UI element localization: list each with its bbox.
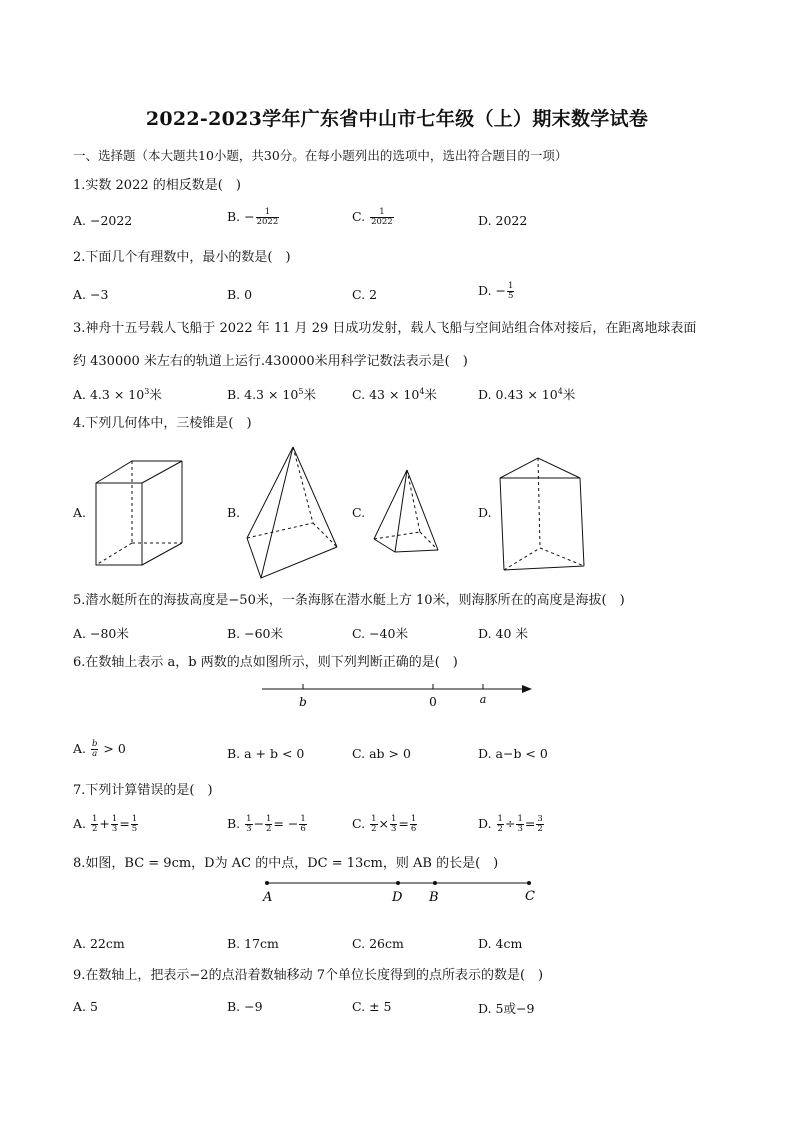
fraction: [370, 208, 394, 227]
denominator: 3: [517, 824, 523, 834]
q3-option-a[interactable]: [73, 385, 162, 403]
square-pyramid-figure: [243, 443, 343, 583]
exam-title: 2022-2023学年广东省中山市七年级（上）期末数学试卷: [145, 108, 649, 130]
question-4-stem: 4.下列几何体中，三棱锥是( ): [73, 416, 252, 431]
numerator: 1: [300, 814, 306, 824]
q9-option-d[interactable]: D. 5或−9: [478, 1001, 535, 1016]
numerator: 3: [537, 814, 543, 824]
fraction: [536, 815, 543, 834]
q5-option-d[interactable]: D. 40 米: [478, 626, 528, 641]
q5-option-a[interactable]: A. −80米: [73, 626, 129, 641]
fraction: [91, 815, 98, 834]
numerator: 1: [410, 814, 417, 824]
equals-sign: = −: [273, 816, 299, 831]
denominator: 3: [390, 824, 397, 834]
denominator: 2: [91, 824, 98, 834]
question-9-stem: 9.在数轴上，把表示−2的点沿着数轴移动 7个单位长度得到的点所表示的数是( ): [73, 968, 544, 983]
numerator: 1: [246, 814, 252, 824]
q1-option-a[interactable]: A. −2022: [73, 213, 133, 228]
numerator: 1: [371, 814, 377, 824]
axis-label-b: b: [299, 695, 307, 709]
q8-option-b[interactable]: B. 17cm: [227, 936, 279, 951]
unit: 米: [424, 387, 437, 402]
cube-figure: [90, 455, 190, 570]
operator: −: [253, 816, 265, 831]
unit: 米: [149, 387, 162, 402]
denominator: 2: [497, 824, 503, 834]
fraction: [507, 282, 514, 301]
q8-option-d[interactable]: D. 4cm: [478, 936, 523, 951]
numerator: 1: [390, 814, 397, 824]
q4-option-c-label[interactable]: C.: [352, 505, 366, 520]
triangular-pyramid-figure: [370, 466, 442, 556]
numerator: 1: [111, 814, 118, 824]
operator: ÷: [504, 816, 516, 831]
fraction: [410, 815, 417, 834]
equals-sign: =: [524, 816, 536, 831]
q6-option-d[interactable]: D. a−b < 0: [478, 746, 548, 761]
unit: 米: [303, 387, 316, 402]
numerator: 1: [508, 281, 514, 291]
axis-label-zero: 0: [429, 695, 437, 709]
option-label: D. −: [478, 283, 506, 298]
fraction: [299, 815, 306, 834]
option-text: D. 0.43 × 10: [478, 387, 558, 402]
q6-option-a[interactable]: [73, 740, 126, 759]
exponent: 3: [144, 386, 150, 396]
option-label: C.: [352, 816, 370, 831]
operator: ×: [378, 816, 389, 831]
fraction: [390, 815, 397, 834]
exponent: 5: [298, 386, 304, 396]
fraction: [91, 740, 98, 759]
denominator: 6: [300, 824, 306, 834]
option-label: C.: [352, 209, 370, 224]
denominator: 2: [266, 824, 272, 834]
q7-option-d[interactable]: [478, 815, 545, 834]
option-label: A.: [73, 741, 90, 756]
q6-option-b[interactable]: B. a + b < 0: [227, 746, 305, 761]
question-3-stem-line-1: 3.神舟十五号载人飞船于 2022 年 11 月 29 日成功发射，载人飞船与空间站组合体对接后，在距离地球表面: [73, 321, 697, 336]
option-text: B. 4.3 × 10: [227, 387, 299, 402]
option-label: A.: [73, 816, 90, 831]
q9-option-b[interactable]: B. −9: [227, 999, 263, 1014]
q5-option-b[interactable]: B. −60米: [227, 626, 284, 641]
numerator: 1: [91, 814, 98, 824]
question-5-stem: 5.潜水艇所在的海拔高度是−50米，一条海豚在潜水艇上方 10米，则海豚所在的高度是海拔( ): [73, 593, 625, 608]
point-label-b: B: [429, 890, 439, 905]
denominator: 2: [537, 824, 543, 834]
unit: 米: [562, 387, 576, 402]
numerator: b: [91, 739, 98, 749]
q2-option-c[interactable]: C. 2: [352, 287, 378, 302]
denominator: 6: [410, 824, 417, 834]
q9-option-a[interactable]: A. 5: [73, 999, 98, 1014]
q3-option-b[interactable]: [227, 385, 316, 403]
fraction: [497, 815, 504, 834]
triangular-prism-figure: [496, 454, 588, 572]
q3-option-c[interactable]: [352, 385, 437, 403]
operator: +: [99, 816, 110, 831]
point-label-c: C: [525, 889, 535, 904]
option-label: B.: [227, 816, 245, 831]
axis-label-a: a: [479, 693, 487, 706]
question-6-stem: 6.在数轴上表示 a，b 两数的点如图所示，则下列判断正确的是( ): [73, 655, 458, 670]
equals-sign: =: [398, 816, 409, 831]
q6-option-c[interactable]: C. ab > 0: [352, 746, 411, 761]
q2-option-d[interactable]: [478, 282, 515, 301]
denominator: 5: [508, 291, 514, 301]
denominator: 3: [246, 824, 252, 834]
q7-option-a[interactable]: [73, 815, 139, 834]
option-label: B. −: [227, 209, 255, 224]
question-8-stem: 8.如图，BC = 9cm，D为 AC 的中点，DC = 13cm，则 AB 的长是( ): [73, 856, 499, 871]
fraction: [256, 208, 280, 227]
q8-option-a[interactable]: A. 22cm: [73, 936, 125, 951]
fraction: [245, 815, 252, 834]
denominator: 2022: [256, 217, 279, 227]
option-text: A. 4.3 × 10: [73, 387, 145, 402]
fraction: [265, 815, 272, 834]
option-text: > 0: [99, 741, 126, 756]
section-heading: 一、选择题（本大题共10小题，共30分。在每小题列出的选项中，选出符合题目的一项）: [73, 148, 568, 163]
option-label: D.: [478, 816, 496, 831]
denominator: 3: [111, 824, 118, 834]
point-label-d: D: [392, 890, 403, 905]
line-segment-figure: [255, 875, 545, 909]
q5-option-c[interactable]: C. −40米: [352, 626, 408, 641]
q4-option-d-label[interactable]: D.: [478, 505, 492, 520]
q3-option-d[interactable]: [478, 385, 575, 403]
q4-option-a-label[interactable]: A.: [73, 505, 87, 520]
question-7-stem: 7.下列计算错误的是( ): [73, 783, 213, 798]
q2-option-a[interactable]: A. −3: [73, 287, 109, 302]
exponent: 4: [419, 386, 425, 396]
q9-option-c[interactable]: C. ± 5: [352, 999, 392, 1014]
numerator: 1: [131, 814, 138, 824]
q1-option-c[interactable]: [352, 208, 395, 227]
numerator: 1: [497, 814, 503, 824]
fraction: [516, 815, 523, 834]
option-text: C. 43 × 10: [352, 387, 420, 402]
numerator: 1: [264, 207, 271, 217]
denominator: 5: [131, 824, 138, 834]
point-label-a: A: [263, 890, 273, 905]
q1-option-b[interactable]: [227, 208, 280, 227]
numerator: 1: [379, 207, 385, 217]
question-1-stem: 1.实数 2022 的相反数是( ): [73, 178, 241, 193]
q4-option-b-label[interactable]: B.: [227, 505, 241, 520]
equals-sign: =: [119, 816, 130, 831]
q7-option-b[interactable]: [227, 815, 308, 834]
numerator: 1: [517, 814, 523, 824]
q7-option-c[interactable]: [352, 815, 418, 834]
exponent: 4: [557, 386, 563, 396]
q2-option-b[interactable]: B. 0: [227, 287, 253, 302]
fraction: [111, 815, 118, 834]
q1-option-d[interactable]: D. 2022: [478, 213, 528, 228]
denominator: 2: [371, 824, 377, 834]
fraction: [131, 815, 138, 834]
denominator: 2022: [371, 217, 393, 227]
fraction: [370, 815, 377, 834]
q8-option-c[interactable]: C. 26cm: [352, 936, 404, 951]
denominator: a: [92, 749, 98, 759]
question-2-stem: 2.下面几个有理数中，最小的数是( ): [73, 250, 291, 265]
number-line-figure: [258, 676, 538, 712]
question-3-stem-line-2: 约 430000 米左右的轨道上运行.430000米用科学记数法表示是( ): [73, 354, 468, 369]
numerator: 1: [266, 814, 272, 824]
